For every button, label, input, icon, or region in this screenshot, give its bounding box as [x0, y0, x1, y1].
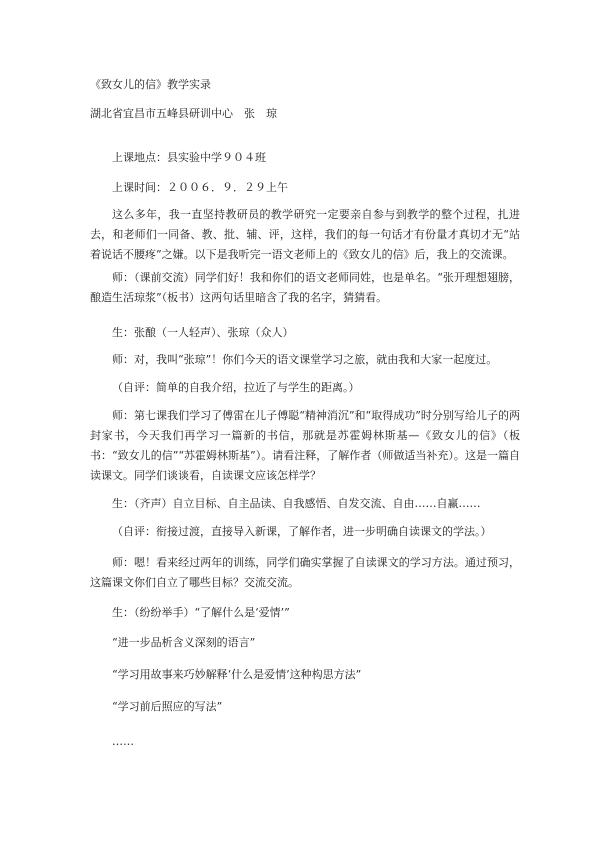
- paragraph-student-goal-1: 生：（纷纷举手）“了解什么是‘爱情’”: [112, 606, 290, 619]
- paragraph-self-review-1: （自评：简单的自我介绍，拉近了与学生的距离。）: [112, 381, 360, 394]
- paragraph-goal-3: “学习用故事来巧妙解释‘什么是爱情’这种构思方法”: [112, 668, 362, 681]
- paragraph-self-review-2: （自评：衔接过渡，直接导入新课，了解作者，进一步明确自读课文的学法。）: [112, 525, 492, 538]
- paragraph-teacher-goals: 师：嗯！看来经过两年的训练，同学们确实掌握了自读课文的学习方法。通过预习，这篇课文你们自立了哪些目标？交流交流。: [90, 556, 520, 589]
- paragraph-teacher-name: 师：对，我叫“张琼”！你们今天的语文课堂学习之旅，就由我和大家一起度过。: [112, 353, 498, 366]
- paragraph-ellipsis: ……: [112, 735, 134, 748]
- paragraph-student-chorus: 生：（齐声）自立目标、自主品读、自我感悟、自发交流、自由……自赢……: [112, 497, 481, 510]
- class-location: 上课地点：县实验中学９０４班: [112, 151, 266, 164]
- paragraph-intro: 这么多年，我一直坚持教研员的教学研究一定要亲自参与到教学的整个过程，扎进去，和老师们一同备、教、批、辅、评，这样，我们的每一句话才有份量才真切才无“站着说话不腰疼”之嫌。以下是我听完一语文老师上的《致女儿的信》后，我上的交流课。: [90, 208, 520, 261]
- paragraph-student-answer: 生：张酿（一人轻声）、张琼（众人）: [112, 326, 294, 339]
- paragraph-goal-2: “进一步品析含义深刻的语言”: [112, 636, 256, 649]
- paragraph-teacher-greeting: 师：（课前交流）同学们好！我和你们的语文老师同姓，也是单名。“张开理想翅膀，酿造生活琼浆”（板书）这两句话里暗含了我的名字，猜猜看。: [90, 271, 520, 304]
- author-line: 湖北省宜昌市五峰县研训中心 张 琼: [90, 107, 277, 120]
- document-title: 《致女儿的信》教学实录: [90, 78, 211, 91]
- class-time: 上课时间：２００６．９．２９上午: [112, 181, 288, 194]
- paragraph-teacher-lesson: 师：第七课我们学习了傅雷在儿子傅聪“精神消沉”和“取得成功”时分别写给儿子的两封家书，今天我们再学习一篇新的书信，那就是苏霍姆林斯基—《致女儿的信》（板书：“致女儿的信”“苏霍姆林斯基”）。请看注释，了解作者（师做适当补充）。这是一篇自读课文。同学们谈谈看，自读课文应该怎样学？: [90, 409, 520, 482]
- paragraph-goal-4: “学习前后照应的写法”: [112, 700, 223, 713]
